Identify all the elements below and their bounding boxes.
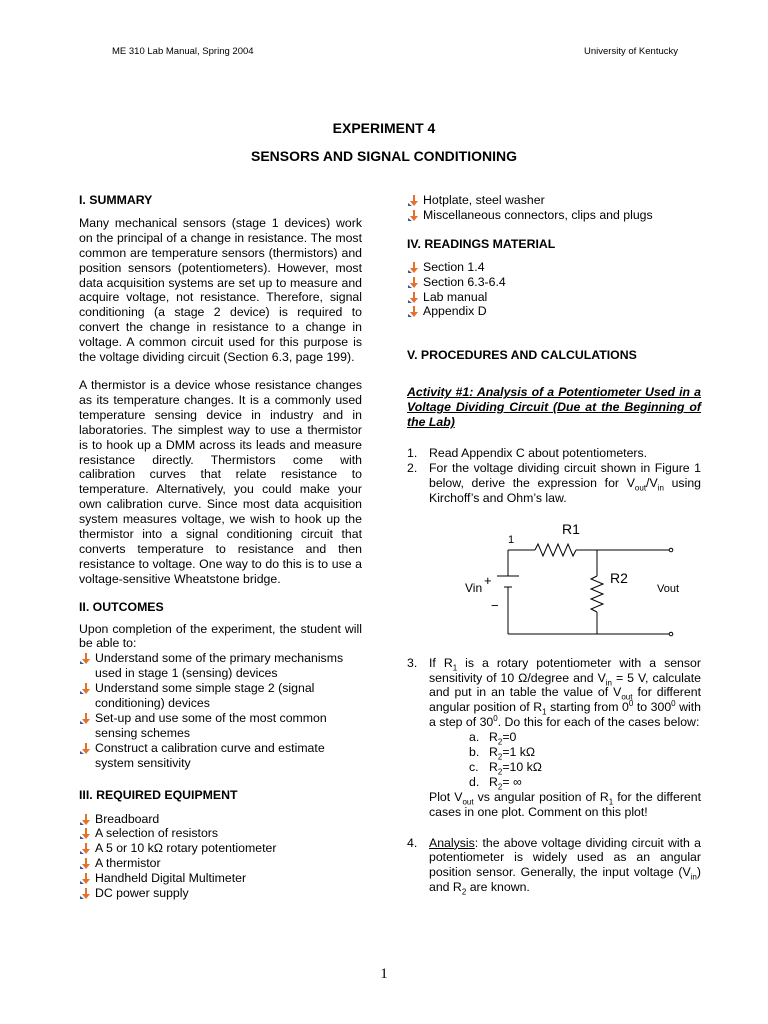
arrow-bullet-icon xyxy=(408,277,418,288)
list-item: Handheld Digital Multimeter xyxy=(79,871,362,886)
list-item: Breadboard xyxy=(79,812,362,827)
voltage-divider-circuit-figure xyxy=(407,510,701,648)
circuit-r2-label: R2 xyxy=(610,569,628,586)
arrow-bullet-icon xyxy=(80,843,90,854)
arrow-bullet-icon xyxy=(80,814,90,825)
circuit-r1-label: R1 xyxy=(562,520,580,537)
circuit-minus-label: − xyxy=(491,597,499,613)
page-number: 1 xyxy=(380,966,388,982)
list-item: Set-up and use some of the most common sensing schemes xyxy=(79,711,362,741)
list-item: A 5 or 10 kΩ rotary potentiometer xyxy=(79,841,362,856)
list-item: b. $R_2=1$ kΩ xyxy=(469,745,536,762)
circuit-plus-label: + xyxy=(484,572,492,588)
list-item: Section 6.3-6.4 xyxy=(407,275,701,290)
equipment-list-continued xyxy=(407,193,701,223)
left-column xyxy=(79,193,362,901)
list-item: Section 1.4 xyxy=(407,260,701,275)
circuit-node-label: 1 xyxy=(508,533,515,546)
right-column xyxy=(407,193,701,895)
arrow-bullet-icon xyxy=(80,683,90,694)
procedures-heading: V. PROCEDURES AND CALCULATIONS xyxy=(407,348,637,363)
experiment-title: EXPERIMENT 4 xyxy=(332,120,436,136)
arrow-bullet-icon xyxy=(408,210,418,221)
arrow-bullet-icon xyxy=(80,743,90,754)
cases-list xyxy=(407,730,701,790)
list-item: Lab manual xyxy=(407,290,701,305)
summary-paragraph-1: Many mechanical sensors (stage 1 devices) work on the principal of a change in resistance. The most common are temperature sensors (thermistors) and position sensors (potentiometers). However, most data acquisition systems are set up to measure and acquire voltage, not resistance. Therefore, signal conditioning (a stage 2 device) is required to convert the change in resistance to a change in voltage. A common circuit used for this purpose is the voltage dividing circuit (Section 6.3, page 199). xyxy=(79,215,362,365)
list-item: Hotplate, steel washer xyxy=(407,193,701,208)
activity-1-heading: Activity #1: Analysis of a Potentiometer Used in a Voltage Dividing Circuit (Due at the Beginning of the Lab) xyxy=(407,385,701,430)
arrow-bullet-icon xyxy=(80,713,90,724)
list-item: A selection of resistors xyxy=(79,826,362,841)
readings-heading: IV. READINGS MATERIAL xyxy=(407,236,556,251)
list-item: Miscellaneous connectors, clips and plugs xyxy=(407,208,701,223)
arrow-bullet-icon xyxy=(80,828,90,839)
step-1: 1. Read Appendix C about potentiometers. xyxy=(407,445,648,460)
step-2: 2. For the voltage dividing circuit shown in Figure 1 below, derive the expression for $V_{out}/V_{in}$ using Kirchoff’s and Ohm’s law. xyxy=(407,460,701,505)
summary-paragraph-2: A thermistor is a device whose resistance changes as its temperature changes. It is a commonly used temperature sensing device in industry and in laboratories. The simplest way to use a thermistor is to hook up a DMM across its leads and measure resistance directly. Thermistors come with calibration curves that relate resistance to temperature. Alternatively, you could make your own calibration curve. Since most data acquisition system measures voltage, we wish to hook up the thermistor into a signal conditioning circuit that converts temperature to resistance and then resistance to voltage. One way to do this is to use a voltage-sensitive Wheatstone bridge. xyxy=(79,377,362,586)
list-item: Appendix D xyxy=(407,304,701,319)
readings-list xyxy=(407,260,701,320)
list-item: Understand some simple stage 2 (signal conditioning) devices xyxy=(79,681,362,711)
list-item: c. $R_2=10$ kΩ xyxy=(469,759,542,777)
arrow-bullet-icon xyxy=(80,888,90,899)
arrow-bullet-icon xyxy=(408,292,418,303)
step-4: 4. Analysis: the above voltage dividing circuit with a potentiometer is widely used as an angular position sensor. Generally, the input voltage $(V_{in})$ and $R_2$ are known. xyxy=(407,835,701,897)
arrow-bullet-icon xyxy=(80,873,90,884)
list-item: a. $R_2=0$ xyxy=(469,730,517,747)
circuit-vout-label: Vout xyxy=(657,582,680,595)
list-item: DC power supply xyxy=(79,886,362,901)
header-university: University of Kentucky xyxy=(584,46,678,57)
outcomes-heading: II. OUTCOMES xyxy=(79,599,164,614)
arrow-bullet-icon xyxy=(408,195,418,206)
equipment-list xyxy=(79,812,362,901)
list-item: Understand some of the primary mechanisms used in stage 1 (sensing) devices xyxy=(79,651,362,681)
equipment-heading: III. REQUIRED EQUIPMENT xyxy=(79,787,238,802)
arrow-bullet-icon xyxy=(408,306,418,317)
plot-instruction: Plot $V_{out}$ vs angular position of $R_1$ for the different cases in one plot. Comment on this plot! xyxy=(429,789,702,819)
circuit-vin-label: Vin xyxy=(465,580,483,595)
list-item: Construct a calibration curve and estimate system sensitivity xyxy=(79,741,362,771)
arrow-bullet-icon xyxy=(80,653,90,664)
experiment-subtitle: SENSORS AND SIGNAL CONDITIONING xyxy=(250,148,518,164)
header-course: ME 310 Lab Manual, Spring 2004 xyxy=(112,46,254,57)
step-3: 3. If $R_1$ is a rotary potentiometer with a sensor sensitivity of 10 Ω/degree and $V_{in} = 5$ V, calculate and put in an table the value of $V_{out}$ for different angular position of $R_1$ starting from $0^0$ to $300^0$ with a step of $30^0$. Do this for each of the cases below: xyxy=(407,655,701,730)
arrow-bullet-icon xyxy=(80,858,90,869)
outcomes-intro: Upon completion of the experiment, the student will be able to: xyxy=(79,621,362,651)
summary-heading: I. SUMMARY xyxy=(79,193,153,207)
arrow-bullet-icon xyxy=(408,262,418,273)
list-item: d. $R_2=$ ∞ xyxy=(469,774,522,792)
list-item: A thermistor xyxy=(79,856,362,871)
outcomes-list xyxy=(79,651,362,770)
